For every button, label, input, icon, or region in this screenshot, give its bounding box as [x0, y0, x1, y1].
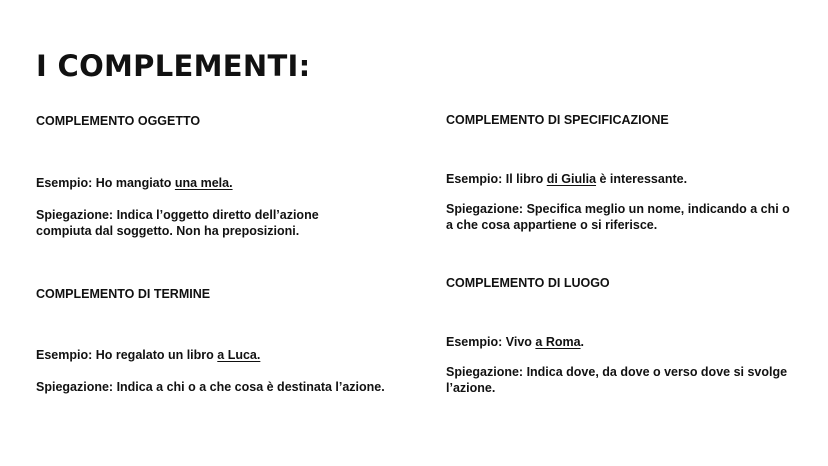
page-title: I COMPLEMENTI: [36, 49, 311, 83]
section-heading: COMPLEMENTO DI LUOGO [446, 276, 610, 290]
explanation-line-1: Spiegazione: Indica dove, da dove o verso dove si svolge [446, 365, 788, 379]
section-heading: COMPLEMENTO DI TERMINE [36, 287, 211, 301]
explanation-complemento-oggetto [36, 207, 386, 239]
example-suffix: è interessante. [596, 172, 688, 186]
section-heading: COMPLEMENTO OGGETTO [36, 114, 201, 128]
explanation-line-1: Spiegazione: Specifica meglio un nome, indicando a chi o [446, 202, 790, 216]
example-highlight: una mela. [174, 176, 233, 190]
explanation-line-2: l’azione. [446, 381, 496, 395]
explanation-line-1: Spiegazione: Indica l’oggetto diretto dell’azione [36, 208, 319, 222]
section-complemento-luogo [446, 275, 796, 291]
explanation-complemento-specificazione [446, 201, 796, 233]
example-text [446, 334, 796, 350]
example-highlight: a Roma [535, 335, 581, 349]
example-prefix: Esempio: Ho mangiato [36, 176, 175, 190]
example-complemento-specificazione [446, 171, 796, 187]
section-heading: COMPLEMENTO DI SPECIFICAZIONE [446, 113, 669, 127]
explanation-line-2: a che cosa appartiene o si riferisce. [446, 218, 658, 232]
example-text [36, 175, 386, 191]
explanation-line-2: compiuta dal soggetto. Non ha preposizioni. [36, 224, 300, 238]
section-complemento-specificazione [446, 112, 796, 128]
explanation-line-1: Spiegazione: Indica a chi o a che cosa è destinata l’azione. [36, 380, 385, 394]
example-text [36, 347, 386, 363]
example-highlight: di Giulia [546, 172, 597, 186]
example-text [446, 171, 796, 187]
example-complemento-termine [36, 347, 386, 363]
example-prefix: Esempio: Il libro [446, 172, 547, 186]
example-complemento-luogo [446, 334, 796, 350]
example-complemento-oggetto [36, 175, 386, 191]
section-complemento-termine [36, 286, 386, 302]
section-complemento-oggetto [36, 113, 386, 129]
example-highlight: a Luca. [217, 348, 261, 362]
explanation-complemento-termine [36, 379, 406, 395]
example-suffix: . [580, 335, 585, 349]
example-prefix: Esempio: Ho regalato un libro [36, 348, 218, 362]
explanation-complemento-luogo [446, 364, 796, 396]
example-prefix: Esempio: Vivo [446, 335, 536, 349]
